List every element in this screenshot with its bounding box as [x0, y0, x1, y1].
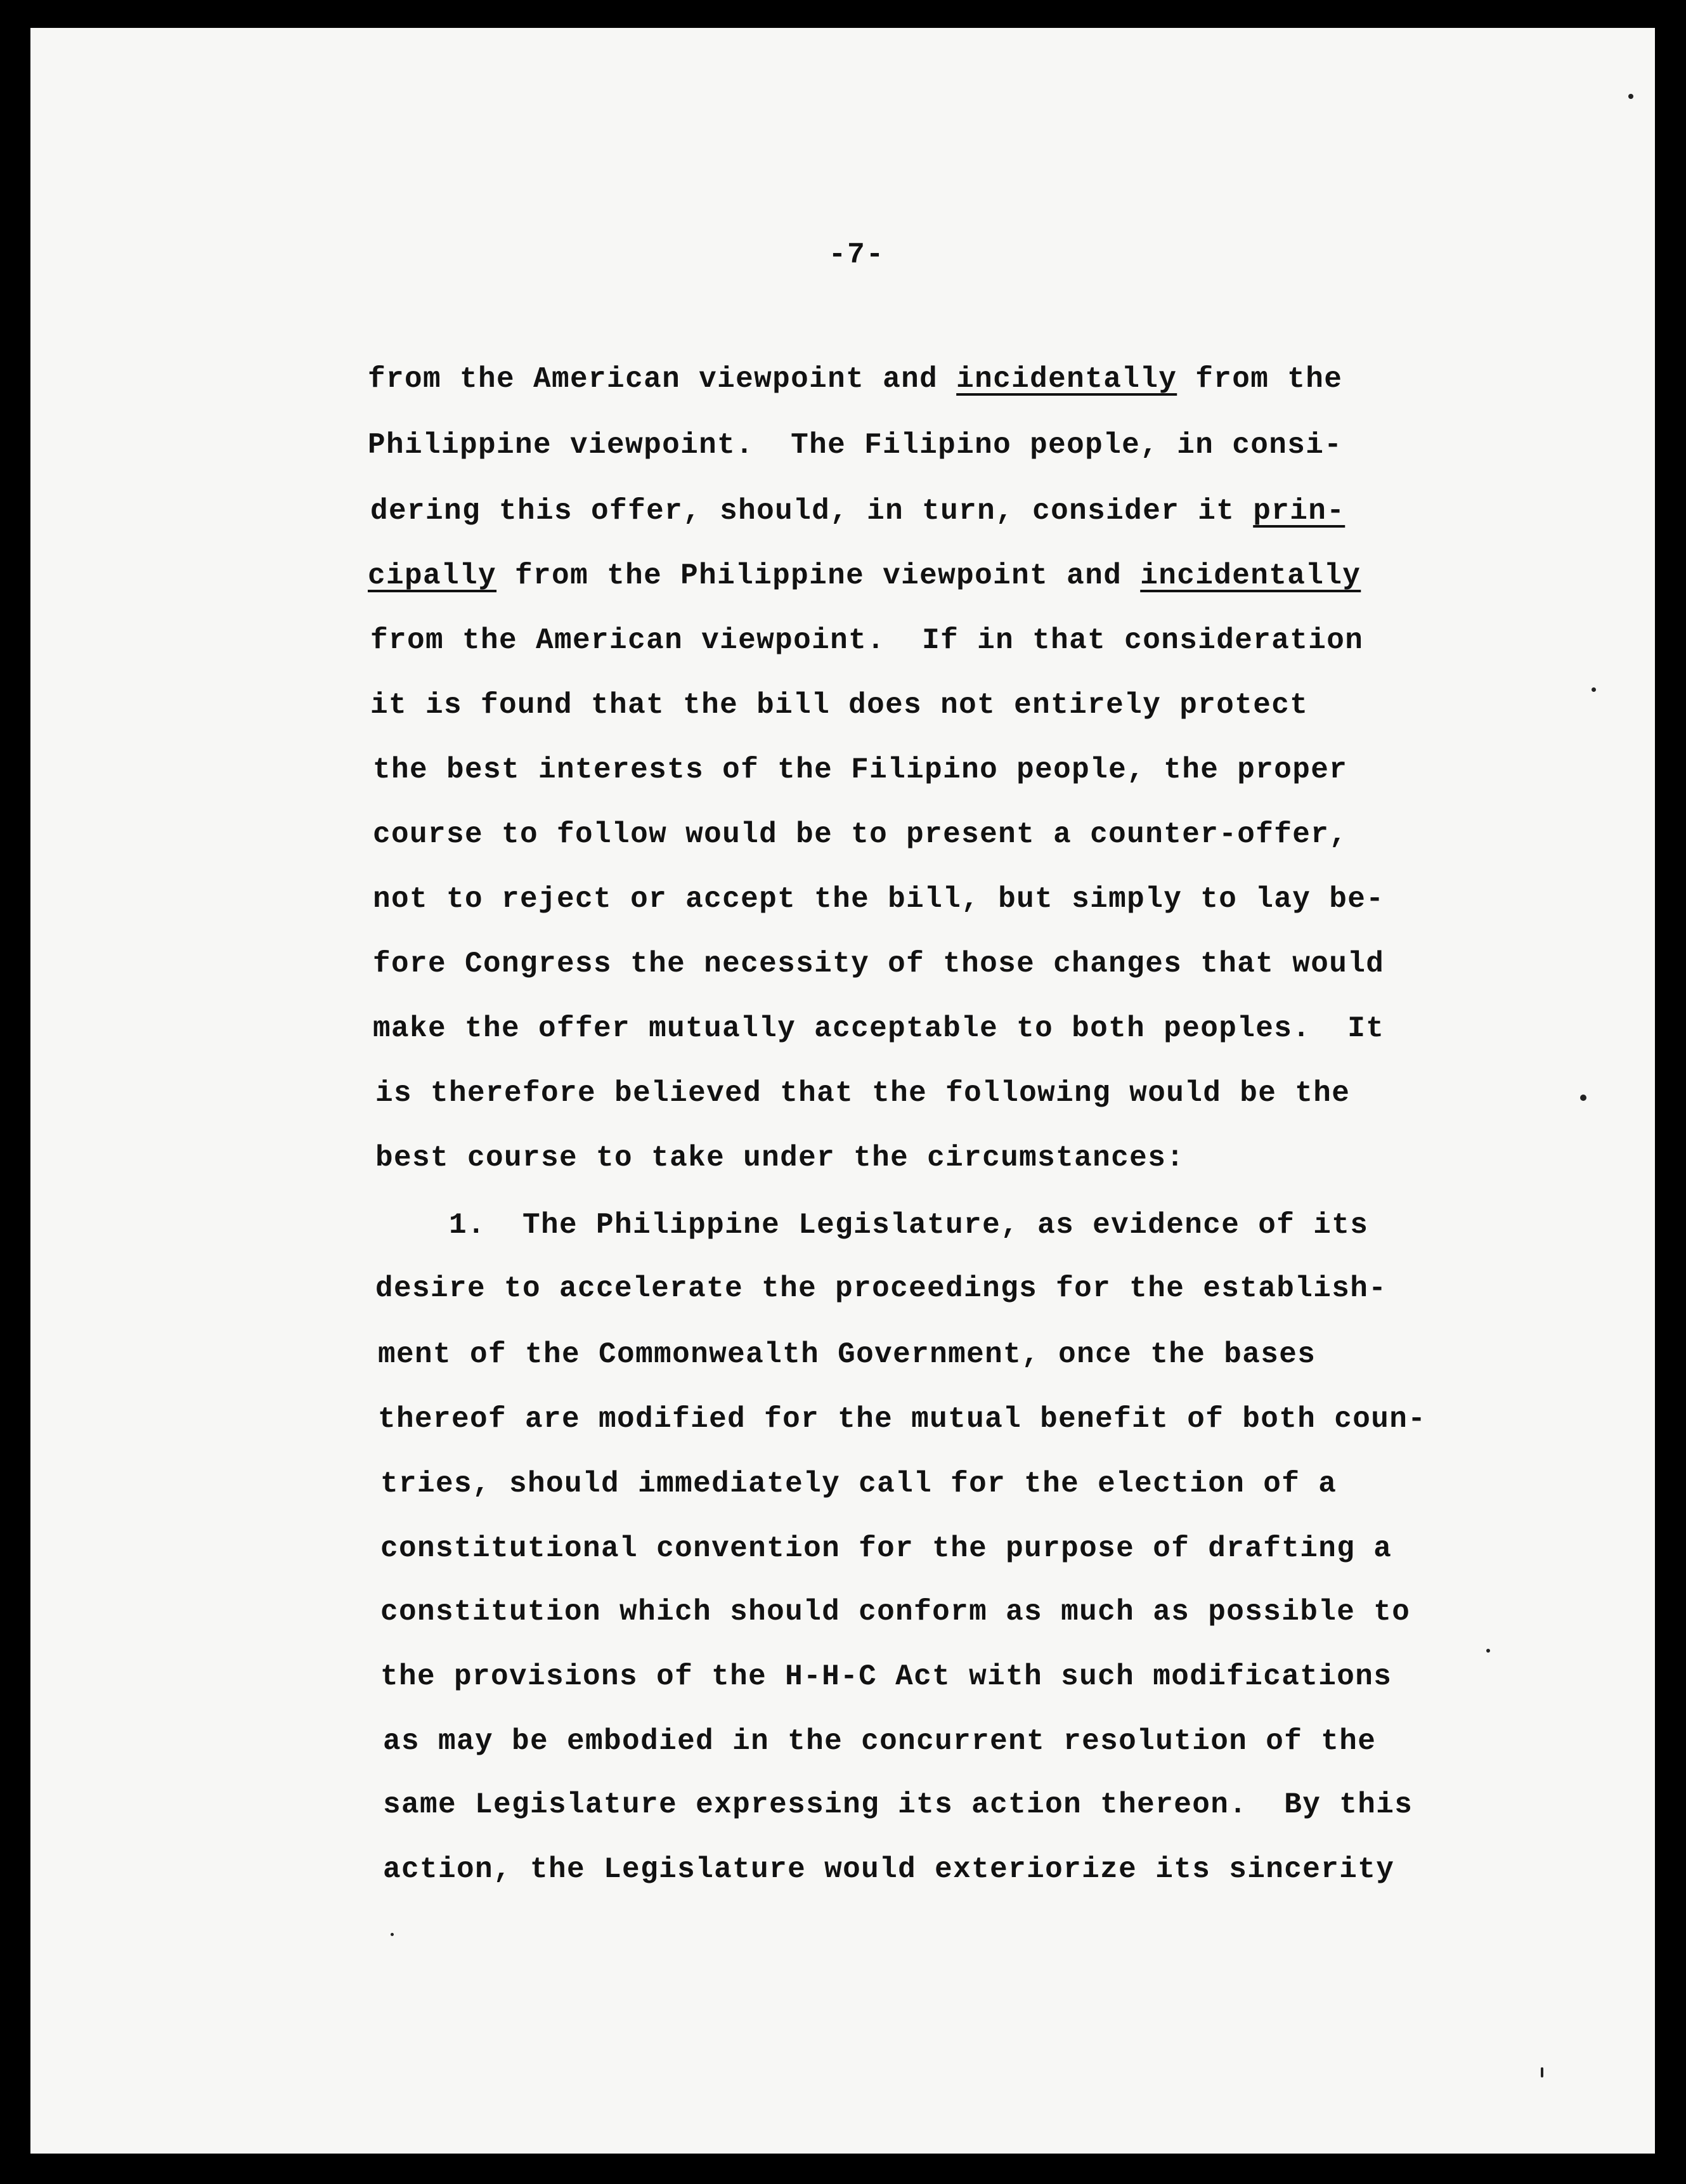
text-line [370, 623, 1363, 658]
underlined-word: cipally [368, 559, 497, 592]
text-line [373, 1011, 1384, 1046]
text-segment: it is found that the bill does not entirely protect [370, 689, 1309, 722]
text-segment: as may be embodied in the concurrent resolution of the [383, 1725, 1377, 1758]
scan-speck [1628, 94, 1633, 99]
scan-speck [1486, 1649, 1490, 1653]
text-line [373, 946, 1384, 982]
text-segment: from the American viewpoint. If in that consideration [370, 624, 1364, 657]
text-line [373, 881, 1384, 917]
text-segment: constitution which should conform as much as possible to [380, 1596, 1411, 1628]
text-line [373, 752, 1347, 788]
text-segment: desire to accelerate the proceedings for the establish- [375, 1272, 1387, 1305]
text-segment: Philippine viewpoint. The Filipino people, in consi- [368, 429, 1343, 462]
text-line [380, 1594, 1410, 1630]
text-segment: the provisions of the H-H-C Act with such modifications [380, 1660, 1392, 1693]
text-line [378, 1401, 1426, 1437]
underlined-word: incidentally [956, 363, 1177, 396]
scan-speck [1580, 1095, 1586, 1101]
underlined-word: incidentally [1140, 559, 1361, 592]
text-line [370, 493, 1345, 529]
text-line [373, 817, 1347, 852]
underlined-word: prin- [1253, 495, 1346, 528]
text-line [383, 1724, 1376, 1759]
text-line [370, 687, 1308, 723]
text-segment: tries, should immediately call for the election of a [380, 1467, 1337, 1500]
text-segment: action, the Legislature would exteriorize its sincerity [383, 1853, 1395, 1886]
text-line [380, 1531, 1392, 1566]
text-segment: thereof are modified for the mutual benefit of both coun- [378, 1403, 1427, 1436]
text-segment: is therefore believed that the following would be the [375, 1077, 1351, 1110]
text-line [368, 427, 1342, 463]
text-segment: the best interests of the Filipino people, the proper [373, 753, 1348, 786]
text-segment: fore Congress the necessity of those changes that would [373, 947, 1385, 980]
text-segment: best course to take under the circumstances: [375, 1141, 1185, 1174]
text-segment: from the American viewpoint and [368, 363, 957, 396]
text-segment: 1. The Philippine Legislature, as evidence of its [375, 1209, 1369, 1242]
text-segment: not to reject or accept the bill, but simply to lay be- [373, 883, 1385, 916]
scan-speck [1541, 2067, 1543, 2077]
text-line [380, 1466, 1337, 1502]
scan-speck [391, 1933, 394, 1936]
page-number: -7- [828, 238, 885, 271]
text-line [368, 361, 1342, 397]
text-line [378, 1337, 1316, 1372]
text-line [380, 1659, 1392, 1694]
text-segment: from the Philippine viewpoint and [496, 559, 1141, 592]
text-segment: course to follow would be to present a counter-offer, [373, 818, 1348, 851]
text-segment: same Legislature expressing its action thereon. By this [383, 1788, 1413, 1821]
text-line [368, 558, 1361, 594]
text-line [383, 1852, 1394, 1887]
text-line [375, 1271, 1387, 1306]
text-segment: from the [1177, 363, 1343, 396]
document-page [30, 28, 1655, 2154]
text-segment: make the offer mutually acceptable to both peoples. It [373, 1012, 1385, 1045]
text-line [375, 1076, 1350, 1111]
text-segment: dering this offer, should, in turn, consider it [370, 495, 1254, 528]
text-line [375, 1140, 1184, 1176]
text-segment: constitutional convention for the purpose of drafting a [380, 1532, 1392, 1565]
scan-speck [1592, 687, 1596, 692]
text-segment: ment of the Commonwealth Government, once the bases [378, 1338, 1316, 1371]
text-line [375, 1207, 1368, 1243]
text-line [383, 1787, 1413, 1823]
